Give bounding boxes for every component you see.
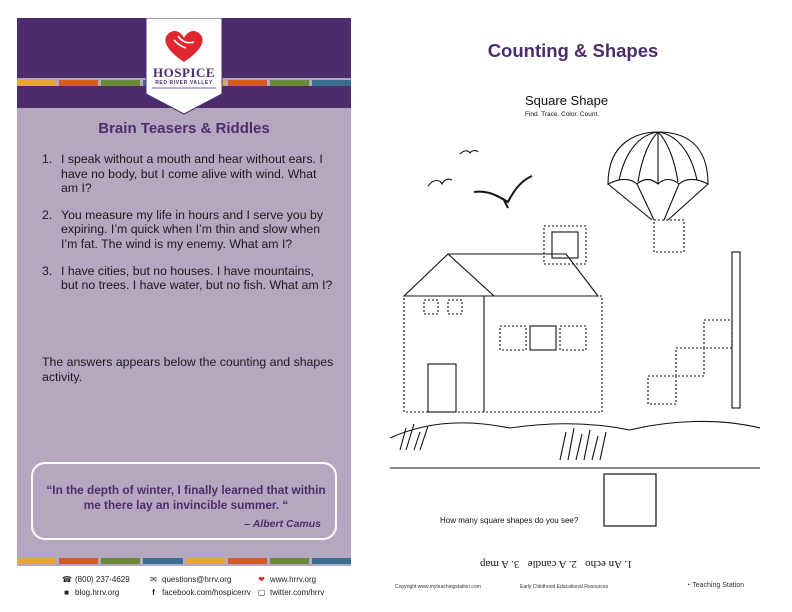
brand-icon: ◔ <box>686 582 691 589</box>
worksheet-title: Square Shape <box>525 93 609 108</box>
section-title: Brain Teasers & Riddles <box>98 120 270 137</box>
riddle-text: I have cities, but no houses. I have mountains, but no trees. I have water, but no fish. What am I? <box>61 263 333 293</box>
question-text: How many square shapes do you see? <box>440 516 579 525</box>
heart-icon: ❤ <box>258 575 265 584</box>
riddle-item <box>42 264 334 293</box>
web-text: www.hrrv.org <box>270 575 317 584</box>
facebook-icon: f <box>152 588 155 597</box>
teaching-station-logo[interactable] <box>686 582 744 589</box>
stripe-segment <box>101 558 140 564</box>
phone-text: (800) 237-4629 <box>75 575 130 584</box>
phone-icon: ☎ <box>62 575 72 584</box>
hospice-panel <box>17 18 351 566</box>
blog-icon: ■ <box>64 588 69 597</box>
twitter-icon: ▢ <box>257 588 266 597</box>
riddle-number: 2. <box>42 207 53 222</box>
twitter-text: twitter.com/hrrv <box>270 588 325 597</box>
footer-copyright: Copyright www.myteachingstation.com <box>395 584 481 590</box>
quote-box <box>31 462 337 540</box>
blog-contact[interactable] <box>62 588 149 597</box>
email-text: questions@hrrv.org <box>162 575 232 584</box>
bird-icon <box>460 151 478 154</box>
riddle-number: 3. <box>42 263 53 278</box>
riddle-item <box>42 152 334 196</box>
worksheet-subtitle: Find. Trace. Color. Count. <box>525 111 600 118</box>
logo-name: HOSPICE <box>152 65 215 80</box>
upside-down-answers: 1. An echo 2. A candle 3. A map <box>480 558 633 570</box>
stripe-segment <box>270 558 309 564</box>
activity-title: Counting & Shapes <box>487 40 659 61</box>
quote-author: – Albert Camus <box>244 518 321 530</box>
stripe-segment <box>17 558 56 564</box>
riddle-text: You measure my life in hours and I serve you by expiring. I’m quick when I’m thin and slow when I’m fat. The wind is my enemy. What am I? <box>61 207 324 251</box>
contact-info <box>62 573 362 599</box>
stripe-segment <box>186 558 225 564</box>
phone-contact[interactable] <box>62 575 149 584</box>
footer-resources: Early Childhood Educational Resources <box>520 584 609 590</box>
bird-icon <box>474 176 532 208</box>
riddle-list <box>42 152 334 305</box>
logo-subtitle: RED RIVER VALLEY <box>155 80 213 86</box>
web-contact[interactable] <box>257 575 357 584</box>
answers-note: The answers appears below the counting and shapes activity. <box>42 355 334 384</box>
stripe-segment <box>312 558 351 564</box>
facebook-contact[interactable] <box>149 588 257 597</box>
email-contact[interactable] <box>149 575 257 584</box>
riddle-text: I speak without a mouth and hear without ears. I have no body, but I come alive with wind. What am I? <box>61 152 323 196</box>
facebook-text: facebook.com/hospicerrv <box>162 588 251 597</box>
brand-text: Teaching Station <box>692 582 744 589</box>
color-stripes-bottom <box>17 558 351 564</box>
bird-icon <box>428 179 452 186</box>
twitter-contact[interactable] <box>257 588 357 597</box>
quote-text: “In the depth of winter, I finally learned that within me there lay an invincible summer. “ <box>46 483 326 512</box>
hospice-logo[interactable] <box>144 18 224 118</box>
envelope-icon: ✉ <box>150 575 157 584</box>
square-shape-drawing <box>390 128 760 548</box>
stripe-segment <box>228 558 267 564</box>
stripe-segment <box>59 558 98 564</box>
blog-text: blog.hrrv.org <box>75 588 120 597</box>
riddle-item <box>42 208 334 252</box>
riddle-number: 1. <box>42 152 53 166</box>
stripe-segment <box>143 558 182 564</box>
